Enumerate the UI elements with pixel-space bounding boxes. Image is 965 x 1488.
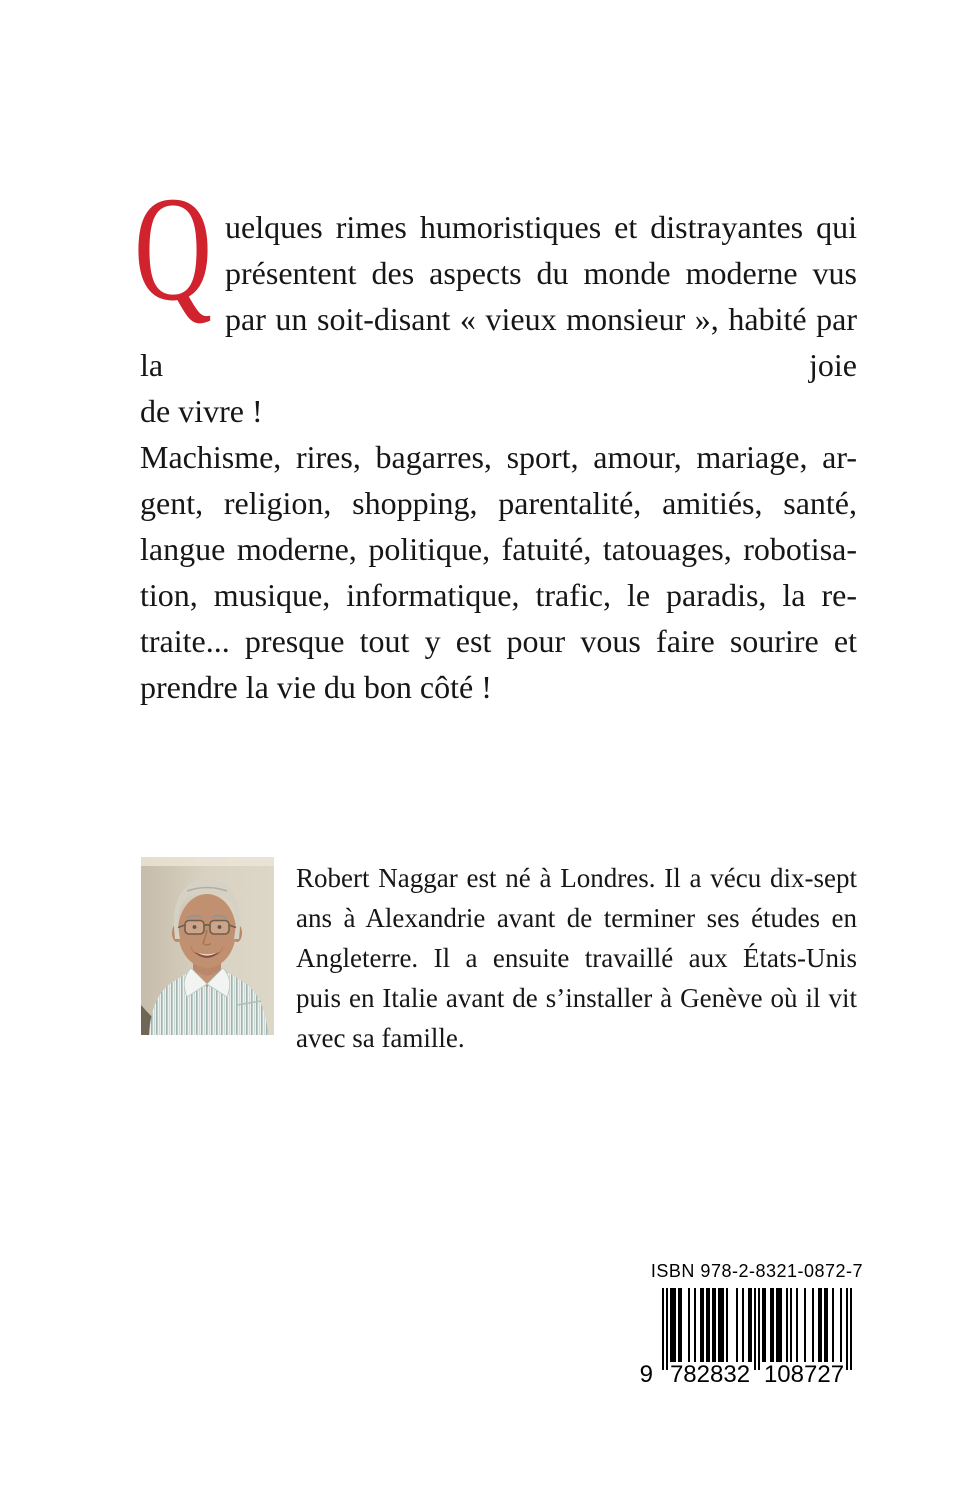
- barcode-bar: [750, 1288, 752, 1362]
- barcode-bar: [786, 1288, 788, 1362]
- text-line: prendre la vie du bon côté !: [140, 669, 492, 705]
- barcode-bar: [694, 1288, 696, 1362]
- text-line: Machisme, rires, bagarres, sport, amour, mariage, ar-: [140, 439, 857, 475]
- barcode-bar: [764, 1288, 766, 1362]
- drop-cap-letter: Q: [134, 166, 212, 332]
- barcode-bar: [702, 1288, 704, 1362]
- barcode-bar: [796, 1288, 798, 1362]
- text-line: Robert Naggar est né à Londres. Il a vécu dix-sept: [296, 863, 857, 893]
- barcode-bar: [680, 1288, 682, 1362]
- synopsis-paragraph-1: [134, 166, 857, 434]
- barcode-bar: [846, 1288, 848, 1370]
- barcode-bar: [840, 1288, 842, 1362]
- text-line: présentent des aspects du monde moderne vus: [225, 255, 857, 291]
- text-line: Angleterre. Il a ensuite travaillé aux États-Unis: [296, 943, 857, 973]
- barcode-bar: [688, 1288, 690, 1362]
- text-line: uelques rimes humoristiques et distrayantes qui: [225, 209, 857, 245]
- barcode-bar: [666, 1288, 668, 1370]
- barcode-bar: [714, 1288, 716, 1362]
- synopsis-paragraph-2: [140, 434, 857, 710]
- barcode-bar: [850, 1288, 852, 1370]
- author-photo: [141, 857, 274, 1035]
- author-bio: [296, 858, 857, 1058]
- barcode-bar: [812, 1288, 814, 1362]
- barcode-bar: [726, 1288, 728, 1362]
- barcode-bar: [736, 1288, 738, 1362]
- text-line: gent, religion, shopping, parentalité, amitiés, santé,: [140, 485, 857, 521]
- barcode-bar: [708, 1288, 710, 1362]
- text-line: tion, musique, informatique, trafic, le paradis, la re-: [140, 577, 857, 613]
- text-line: avec sa famille.: [296, 1023, 465, 1053]
- barcode-bar: [758, 1288, 760, 1370]
- barcode-bar: [804, 1288, 806, 1362]
- barcode-bar: [754, 1288, 756, 1370]
- text-line: traite... presque tout y est pour vous faire sourire et: [140, 623, 857, 659]
- ean13-bars: [662, 1288, 852, 1370]
- barcode-bar: [722, 1288, 724, 1362]
- barcode-digits-right: 108727: [763, 1361, 845, 1388]
- barcode-digits-left: 782832: [669, 1361, 751, 1388]
- isbn-label: ISBN 978-2-8321-0872-7: [650, 1261, 864, 1281]
- barcode-bar: [662, 1288, 664, 1370]
- barcode-bar: [780, 1288, 782, 1362]
- text-line: puis en Italie avant de s’installer à Genève où il vit: [296, 983, 857, 1013]
- synopsis-paragraph-1-lines: [140, 204, 857, 434]
- barcode-bar: [826, 1288, 828, 1362]
- text-line: par un soit-disant « vieux monsieur », habité par la joie: [140, 301, 857, 383]
- barcode-bar: [790, 1288, 792, 1362]
- barcode-bar: [832, 1288, 834, 1362]
- barcode-bar: [742, 1288, 744, 1362]
- barcode-bar: [674, 1288, 676, 1362]
- barcode-bar: [820, 1288, 822, 1362]
- barcode-digit-first: 9: [639, 1361, 653, 1388]
- text-line: ans à Alexandrie avant de terminer ses études en: [296, 903, 857, 933]
- text-line: langue moderne, politique, fatuité, tatouages, robotisa-: [140, 531, 857, 567]
- text-line: de vivre !: [140, 393, 263, 429]
- barcode-bar: [772, 1288, 774, 1362]
